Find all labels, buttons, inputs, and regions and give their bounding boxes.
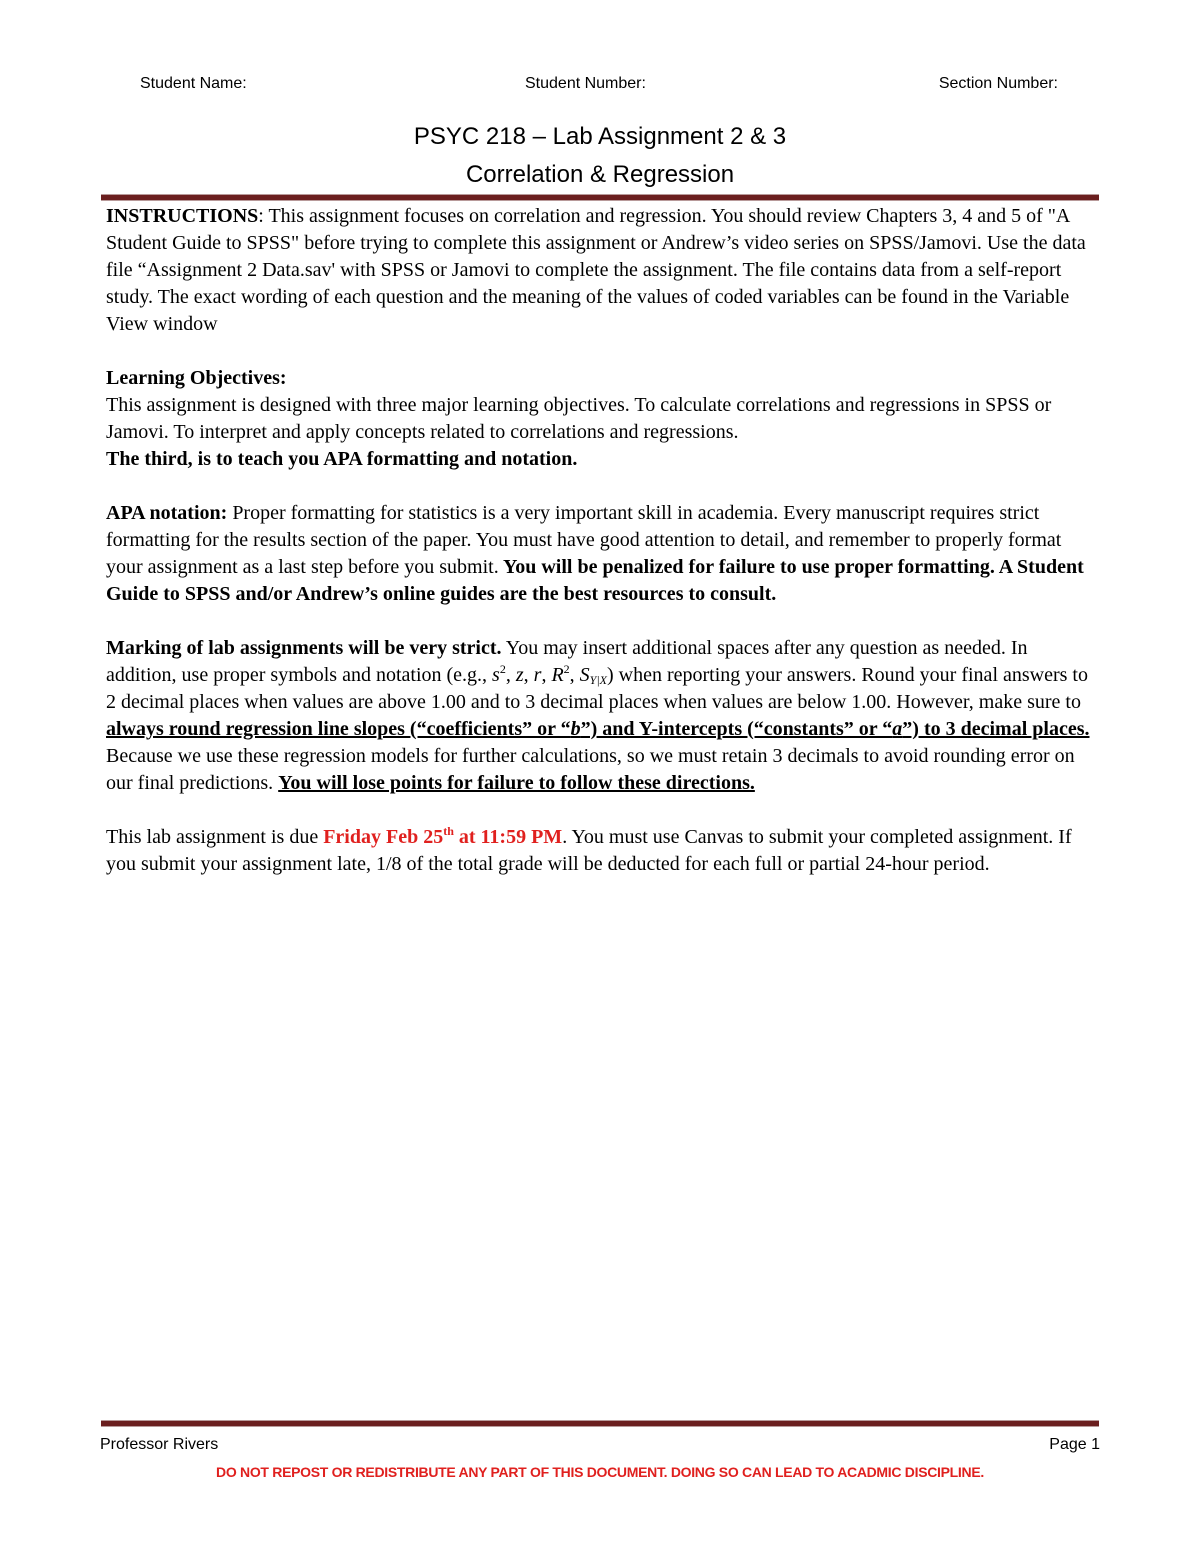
document-body [106, 203, 1096, 878]
due-paragraph: This lab assignment is due Friday Feb 25th at 11:59 PM. You must use Canvas to submit your completed assignment. If you submit your assignment late, 1/8 of the total grade will be deducted for each full or partial 24-hour period. [106, 824, 1072, 875]
student-number-label: Student Number: [525, 75, 646, 92]
penalty-warning: You will lose points for failure to follow these directions. [278, 772, 755, 794]
apa-paragraph [106, 500, 1096, 608]
objectives-text: This assignment is designed with three major learning objectives. To calculate correlations and regressions in SPSS or Jamovi. To interpret and apply concepts related to correlations and regressions. [106, 394, 1052, 443]
instructions-text: : This assignment focuses on correlation and regression. You should review Chapters 3, 4 and 5 of "A Student Guide to SPSS" before trying to complete this assignment or Andrew’s video series on SPSS/Jamovi. Use the data file “Assignment 2 Data.sav' with SPSS or Jamovi to complete the assignment. The file contains data from a self-report study. The exact wording of each question and the meaning of the values of coded variables can be found in the Variable View window [106, 205, 1086, 335]
redistribution-warning: DO NOT REPOST OR REDISTRIBUTE ANY PART OF THIS DOCUMENT. DOING SO CAN LEAD TO ACADMIC DISCIPLINE. [216, 1464, 984, 1480]
apa-bold: You will be penalized for failure to use proper formatting. A Student Guide to SPSS and/or Andrew’s online guides are the best resources to consult. [106, 556, 1084, 605]
instructions-label: INSTRUCTIONS [106, 205, 259, 227]
rounding-rule: always round regression line slopes (“coefficients” or “b”) and Y-intercepts (“constants” or “a”) to 3 decimal places. [106, 718, 1090, 740]
page-number: Page 1 [1049, 1436, 1100, 1453]
document-subtitle: Correlation & Regression [465, 161, 735, 188]
marking-paragraph: Marking of lab assignments will be very strict. You may insert additional spaces after any question as needed. In addition, use proper symbols and notation (e.g., $s^2$, z, r, $R^2$, $S_{Y|X}$) when reporting your answers. Round your final answers to 2 decimal places when values are above 1.00 and to 3 decimal places when values are below 1.00. However, make sure to always round regression line slopes (“coefficients” or “b”) and Y-intercepts (“constants” or “a”) to 3 decimal places. Because we use these regression models for further calculations, so we must retain 3 decimals to avoid rounding error on our final predictions. You will lose points for failure to follow these directions. [106, 637, 1090, 794]
header-row [100, 75, 1100, 97]
objectives-bold: The third, is to teach you APA formatting and notation. [106, 448, 578, 470]
due-date: Friday Feb 25th at 11:59 PM [323, 824, 563, 848]
header-rule [101, 194, 1099, 201]
footer-rule [101, 1420, 1099, 1427]
objectives-paragraph [106, 392, 1096, 473]
professor-name: Professor Rivers [100, 1436, 219, 1453]
objectives-heading: Learning Objectives: [106, 367, 287, 389]
apa-label: APA notation: [106, 502, 228, 524]
apa-text: Proper formatting for statistics is a very important skill in academia. Every manuscript requires strict formatting for the results section of the paper. You must have good attention to detail, and remember to properly format your assignment as a last step before you submit. [106, 502, 1062, 578]
instructions-paragraph [106, 203, 1096, 338]
footer-row [100, 1436, 1100, 1458]
section-number-label: Section Number: [938, 75, 1058, 92]
marking-label: Marking of lab assignments will be very strict. [106, 637, 502, 659]
document-title: PSYC 218 – Lab Assignment 2 & 3 [413, 123, 787, 150]
student-name-label: Student Name: [140, 75, 247, 92]
